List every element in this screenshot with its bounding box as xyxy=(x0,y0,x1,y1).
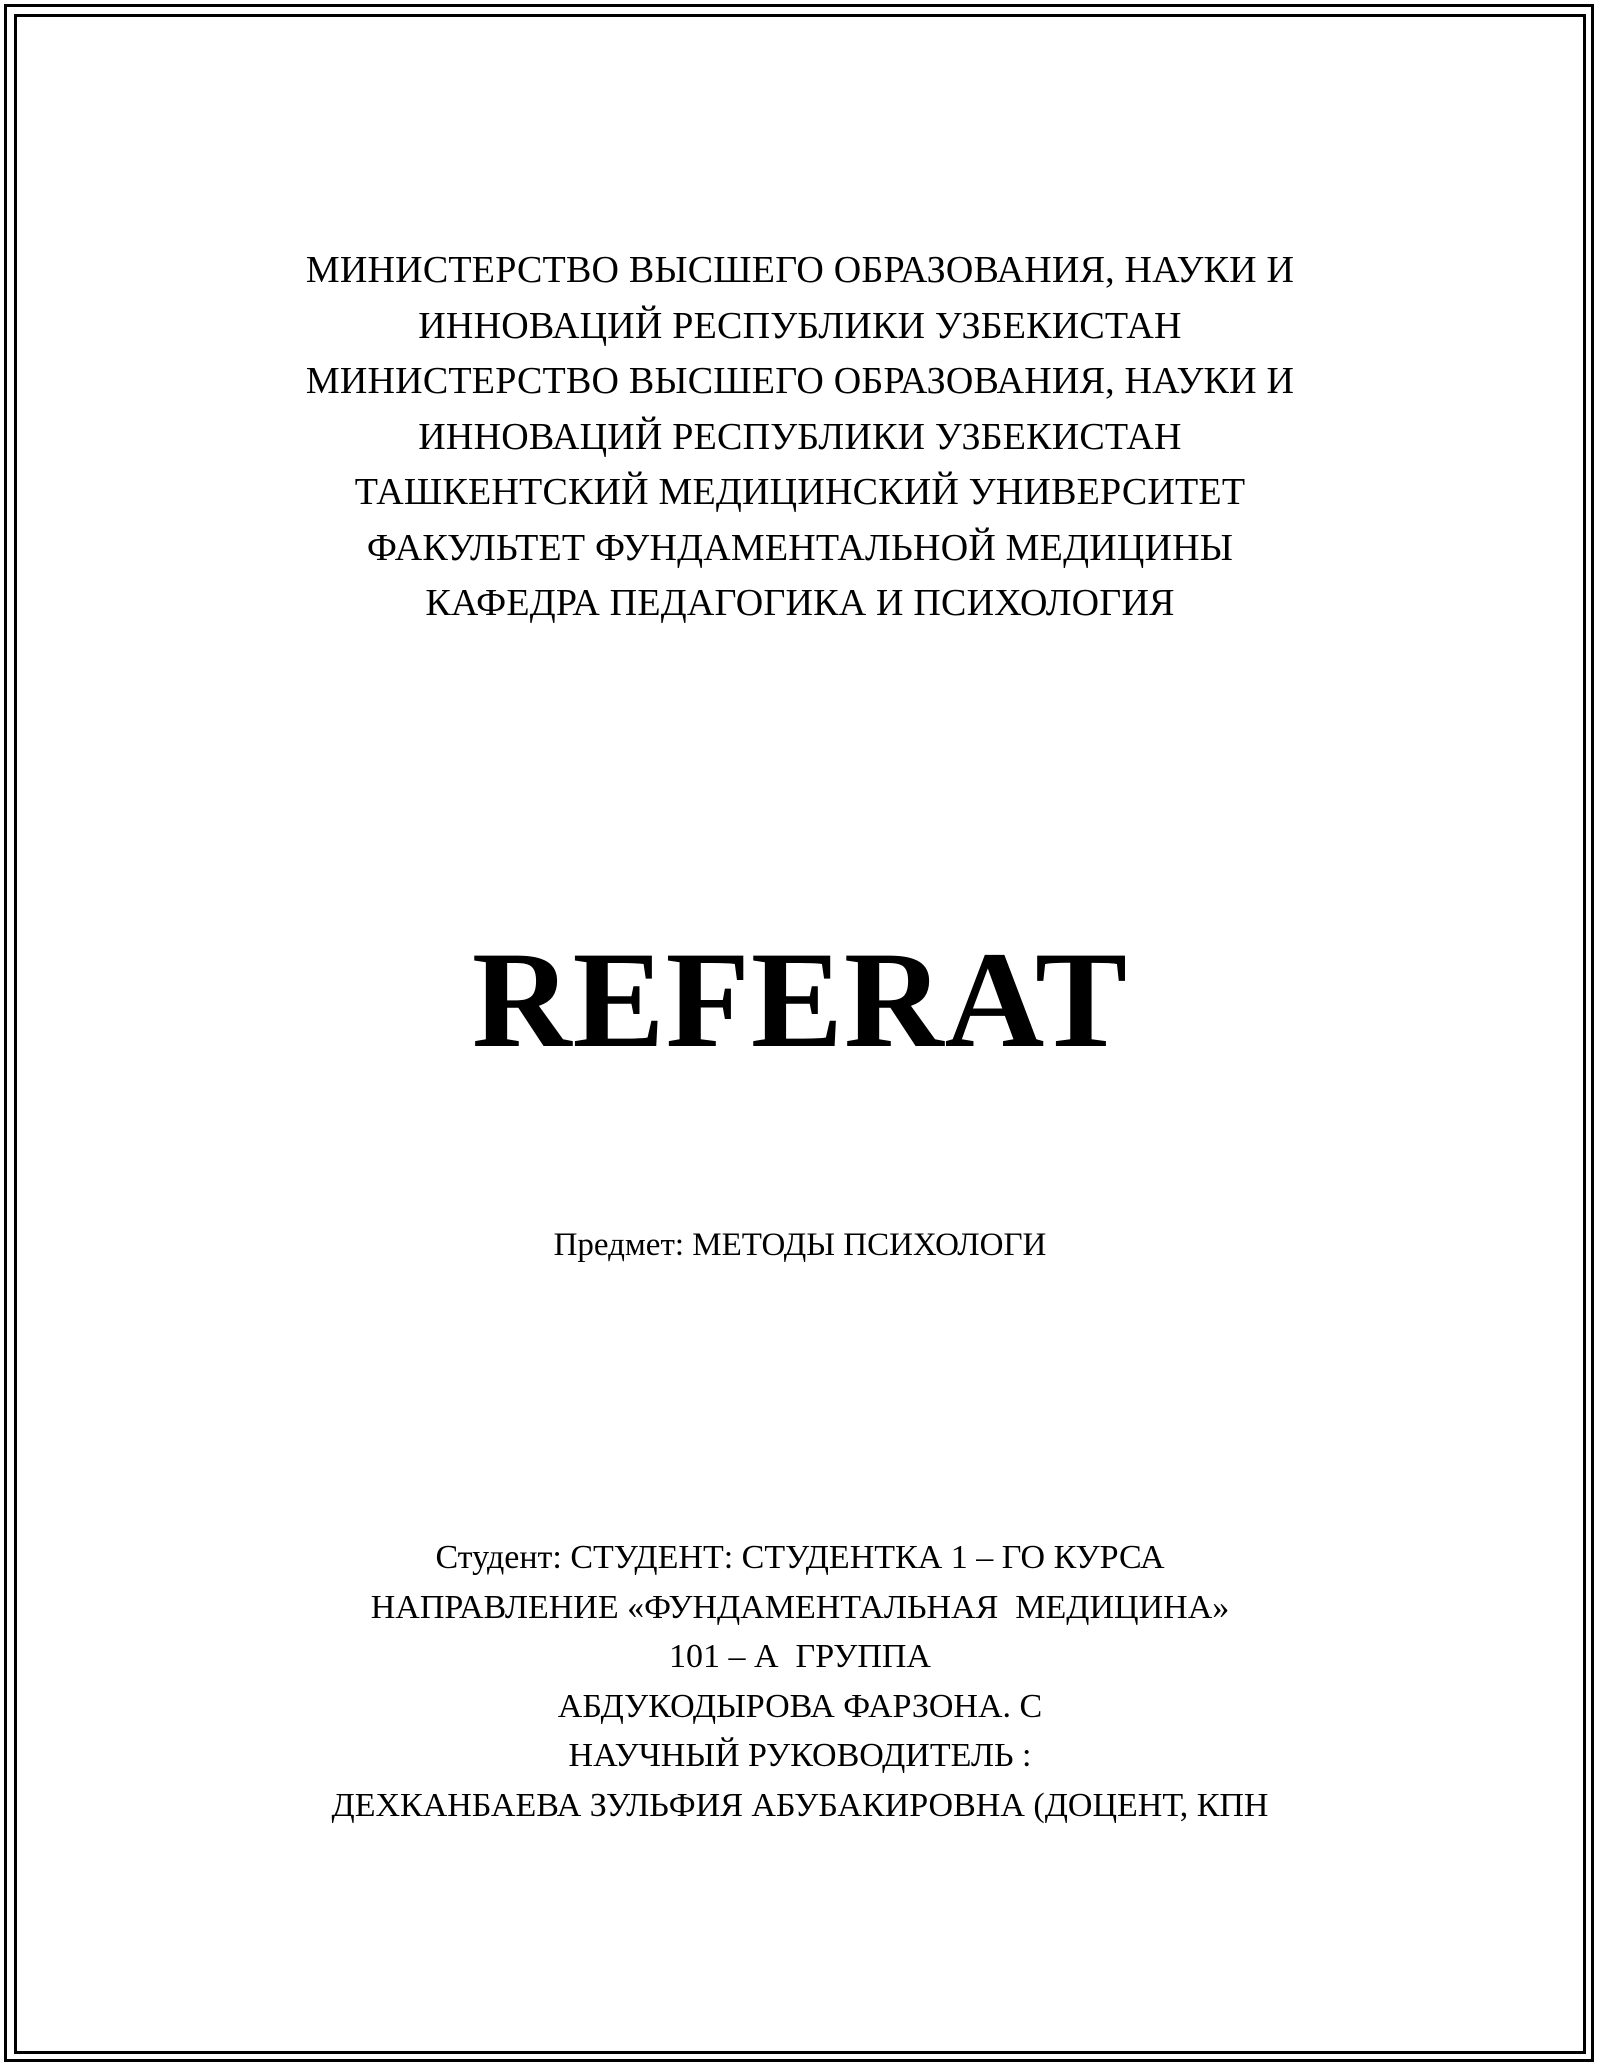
institution-header xyxy=(0,243,1600,632)
supervisor-name: ДЕХКАНБАЕВА ЗУЛЬФИЯ АБУБАКИРОВНА (ДОЦЕНТ, КПН xyxy=(331,1786,1269,1824)
student-course: Студент: СТУДЕНТ: СТУДЕНТКА 1 – ГО КУРСА xyxy=(435,1539,1165,1576)
header-line-department: КАФЕДРА ПЕДАГОГИКА И ПСИХОЛОГИЯ xyxy=(425,582,1175,624)
student-direction: НАПРАВЛЕНИЕ «ФУНДАМЕНТАЛЬНАЯ МЕДИЦИНА» xyxy=(370,1588,1230,1626)
header-line-ministry-repeat: МИНИСТЕРСТВО ВЫСШЕГО ОБРАЗОВАНИЯ, НАУКИ И xyxy=(305,360,1295,402)
student-name: АБДУКОДЫРОВА ФАРЗОНА. С xyxy=(557,1687,1043,1725)
header-line-ministry-country-repeat: ИННОВАЦИЙ РЕСПУБЛИКИ УЗБЕКИСТАН xyxy=(418,415,1182,458)
student-group: 101 – А ГРУППА xyxy=(668,1638,931,1675)
header-line-ministry: МИНИСТЕРСТВО ВЫСШЕГО ОБРАЗОВАНИЯ, НАУКИ И xyxy=(305,249,1295,291)
header-line-ministry-country: ИННОВАЦИЙ РЕСПУБЛИКИ УЗБЕКИСТАН xyxy=(418,304,1182,347)
document-title: REFERAT xyxy=(471,923,1129,1076)
subject-line: Предмет: МЕТОДЫ ПСИХОЛОГИ xyxy=(553,1227,1047,1263)
header-line-university: ТАШКЕНТСКИЙ МЕДИЦИНСКИЙ УНИВЕРСИТЕТ xyxy=(354,471,1246,513)
supervisor-label: НАУЧНЫЙ РУКОВОДИТЕЛЬ : xyxy=(568,1737,1032,1774)
header-line-faculty: ФАКУЛЬТЕТ ФУНДАМЕНТАЛЬНОЙ МЕДИЦИНЫ xyxy=(366,526,1234,569)
student-info xyxy=(0,1533,1600,1830)
